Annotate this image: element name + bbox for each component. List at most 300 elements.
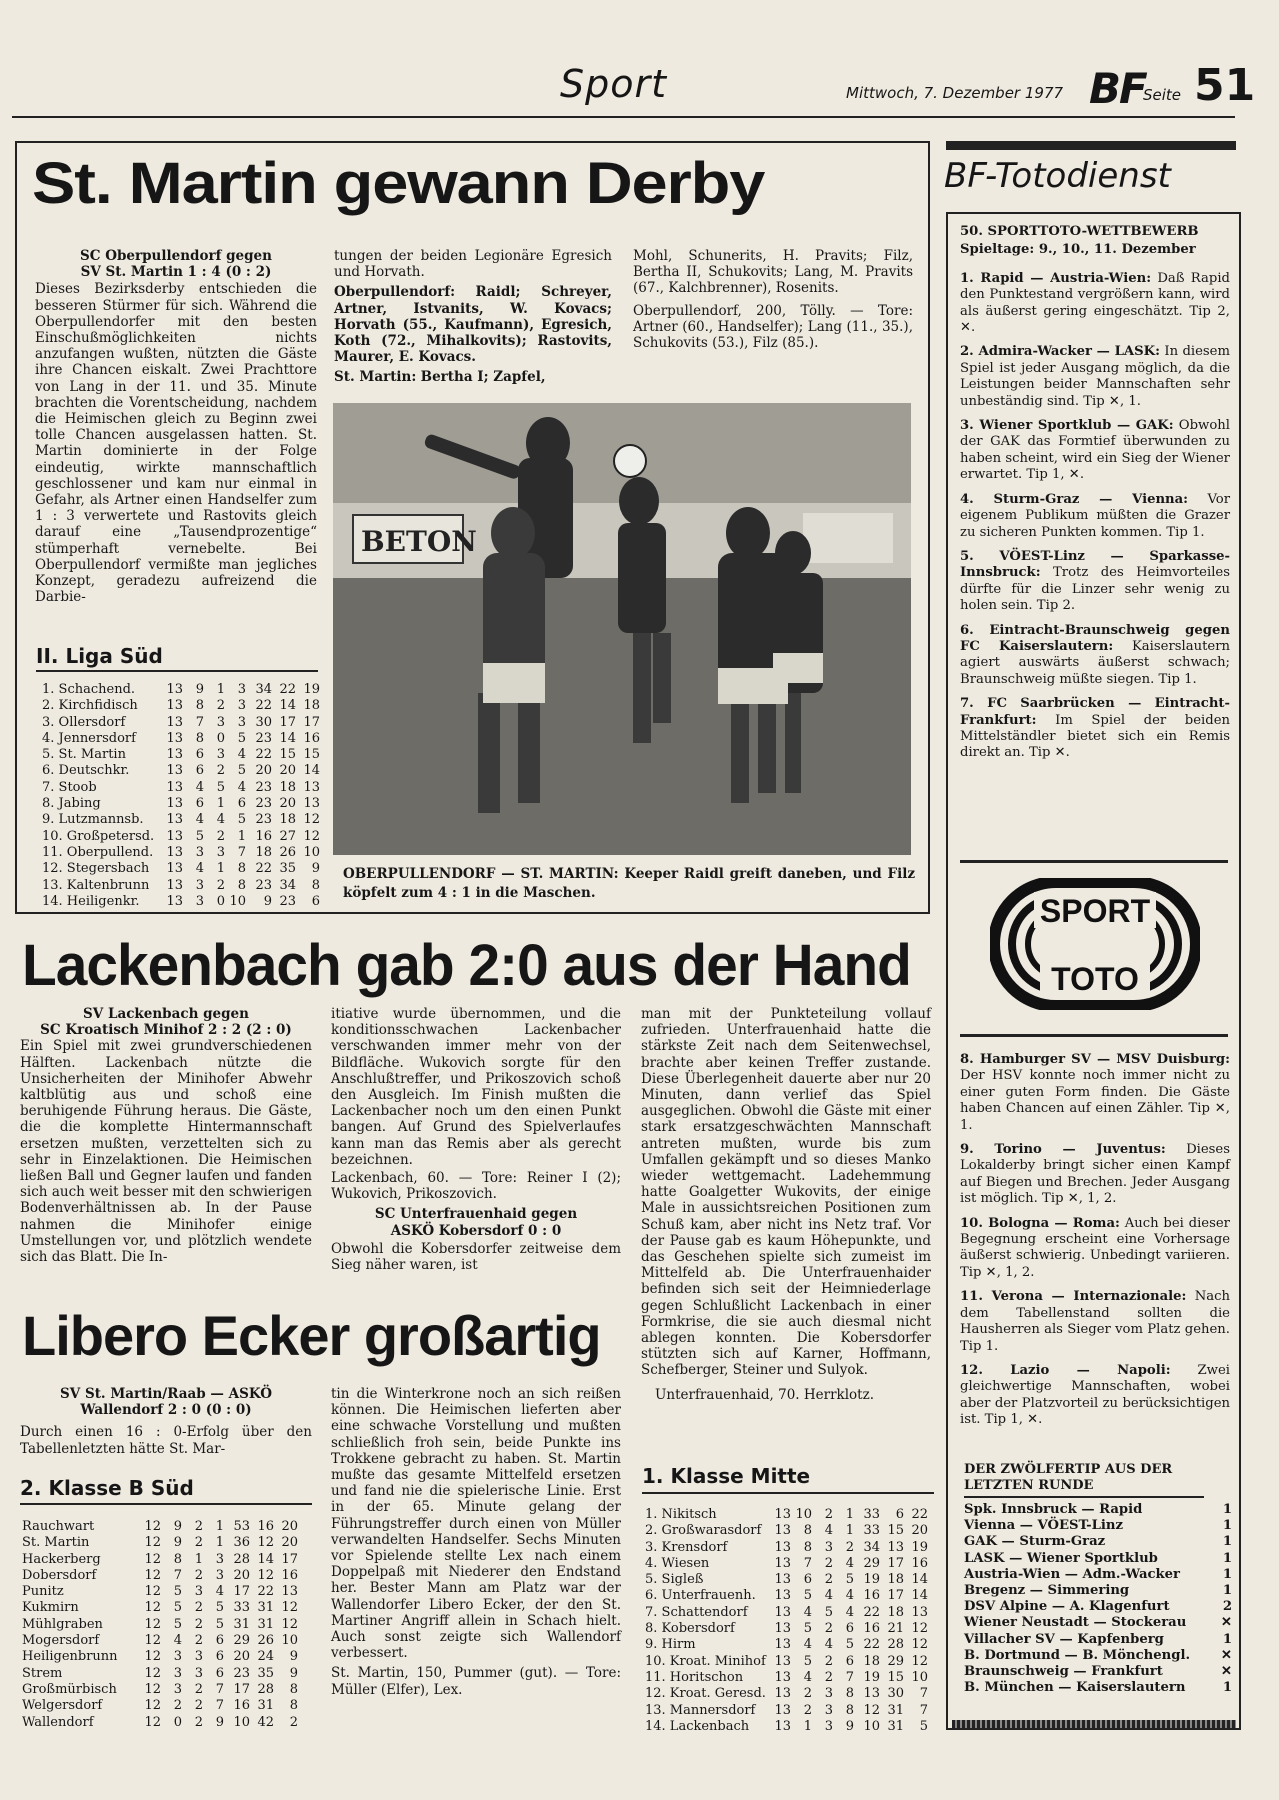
table-cell: 4 <box>215 1584 224 1600</box>
table-cell: 8 <box>237 861 246 877</box>
article-derby-col1 <box>35 248 317 605</box>
table-cell: 22 <box>863 1604 880 1620</box>
result-text: St. Martin, 150, Pummer (gut). — Tore: Müller (Elfer), Lex. <box>331 1665 621 1698</box>
table-cell: 7 <box>173 1567 182 1583</box>
table-cell: 5 <box>237 730 246 746</box>
table-cell: 15 <box>279 747 296 763</box>
zwoelfertip <box>964 1462 1232 1696</box>
toto-tip-text: Obwohl der GAK das Formtief überwunden zu haben scheint, wird ein Sieg der Wiener erwartet. Tip 1, ✕. <box>960 418 1230 483</box>
table-cell: 23 <box>255 877 272 893</box>
toto-tip <box>960 549 1230 615</box>
table-cell: 12 <box>911 1653 928 1669</box>
table-row <box>42 731 322 747</box>
table-cell: 20 <box>281 1535 298 1551</box>
toto-title: BF-Totodienst <box>944 156 1171 196</box>
table-cell: 6 <box>195 747 204 763</box>
table-cell: 18 <box>279 779 296 795</box>
table-cell: 5 <box>237 812 246 828</box>
table-cell: 27 <box>279 828 296 844</box>
page-number: 51 <box>1194 60 1256 111</box>
toto-tip-text: Der HSV konnte noch immer nicht zu einer guten Form finden. Die Gäste haben Chancen auf einen Zähler. Tip ✕, 1. <box>960 1068 1230 1133</box>
article-text: Obwohl die Kobersdorfer zeitweise dem Sieg näher waren, ist <box>331 1240 621 1274</box>
table-cell: 13 <box>303 796 320 812</box>
toto-heading: Spieltage: 9., 10., 11. Dezember <box>960 242 1196 258</box>
table-cell: 5 <box>803 1621 812 1637</box>
table-cell: 13 <box>774 1588 791 1604</box>
team-name: 11. Oberpullend. <box>42 844 154 860</box>
table-cell: 2 <box>194 1616 203 1632</box>
table-cell: 2 <box>194 1600 203 1616</box>
table-cell: 1 <box>216 861 225 877</box>
table-cell: 33 <box>863 1523 880 1539</box>
team-name: 4. Wiesen <box>645 1555 710 1571</box>
table-cell: 3 <box>824 1539 833 1555</box>
table-cell: 8 <box>173 1551 182 1567</box>
article-text: tungen der beiden Legionäre Egresich und Horvath. <box>334 248 612 281</box>
page-label: Seite <box>1143 86 1182 104</box>
table-row <box>645 1654 935 1670</box>
table-row <box>645 1507 935 1523</box>
table-row <box>42 763 322 779</box>
match-photo <box>333 403 911 855</box>
table-cell: 3 <box>215 1567 224 1583</box>
table-cell: 23 <box>255 779 272 795</box>
zwoelfertip-match: GAK — Sturm-Graz <box>964 1534 1106 1550</box>
table-cell: 5 <box>215 1600 224 1616</box>
toto-match: 10. Bologna — Roma: <box>960 1215 1120 1231</box>
table-cell: 18 <box>303 698 320 714</box>
table-cell: 20 <box>255 763 272 779</box>
table-row <box>42 861 322 877</box>
table-cell: 18 <box>255 844 272 860</box>
table-cell: 22 <box>255 861 272 877</box>
table-cell: 30 <box>887 1686 904 1702</box>
newspaper-logo: BF <box>1089 64 1146 113</box>
table-cell: 10 <box>863 1718 880 1734</box>
table-row <box>645 1523 935 1539</box>
table-cell: 2 <box>824 1572 833 1588</box>
table-cell: 5 <box>215 1616 224 1632</box>
zwoelfertip-match: Vienna — VÖEST-Linz <box>964 1518 1124 1534</box>
table-cell: 22 <box>863 1637 880 1653</box>
table-row <box>22 1552 318 1568</box>
match-line: ASKÖ Kobersdorf 0 : 0 <box>390 1222 562 1239</box>
lineup-text: Raidl; Schreyer, Artner, Istvanits, W. Kovacs; Horvath (55., Kaufmann), Egresich, Koth (72., Mihalkovits); Rastovits, Maurer, E. Kovacs. <box>334 284 612 366</box>
article-text: man mit der Punkteteilung vollauf zufrieden. Unterfrauenhaid hatte die stärkste Zeit nach dem Seitenwechsel, brachte aber keinen Treffer zustande. Diese Überlegenheit dauerte aber nur 20 Minuten, dann verlief das Spiel ausgeglichen. Obwohl die Gäste mit einer stark ersatzgeschwächten Mannschaft antreten mußten, wurde bis zum Umfallen gekämpft und so dieses Manko wieder wettgemacht. Ladehemmung hatte Goalgetter Wukovits, der einige Male in aussichtsreichen Positionen zum Schuß kam, aber nicht ins Netz traf. Vor der Pause gab es kaum Höhepunkte, und das Geschehen spielte sich zumeist im Mittelfeld ab. Die Unterfrauenhaider befinden sich seit der Heimniederlage gegen Schlußlicht Lackenbach in einer Formkrise, die sie auch diesmal nicht ablegen konnten. Die Kobersdorfer stützten sich auf Karner, Hoffmann, Schefberger, Steiner und Sulyok. <box>641 1006 931 1379</box>
table-cell: 2 <box>194 1698 203 1714</box>
team-name: 1. Schachend. <box>42 682 136 697</box>
team-name: Wallendorf <box>22 1714 94 1730</box>
toto-match: 1. Rapid — Austria-Wien: <box>960 270 1152 286</box>
table-cell: 31 <box>257 1616 274 1632</box>
table-cell: 29 <box>863 1555 880 1571</box>
table-cell: 4 <box>237 779 246 795</box>
table-cell: 12 <box>144 1681 161 1697</box>
result-text: Lackenbach, 60. — Tore: Reiner I (2); Wukovich, Prikoszovich. <box>331 1170 621 1203</box>
table-cell: 13 <box>774 1555 791 1571</box>
table-cell: 1 <box>237 828 246 844</box>
article-lackenbach-col3 <box>641 1006 931 1403</box>
article-ecker-col2 <box>331 1386 621 1698</box>
team-name: 8. Kobersdorf <box>645 1621 735 1637</box>
team-name: 6. Unterfrauenh. <box>645 1588 756 1604</box>
section-title: Sport <box>560 62 668 106</box>
team-name: St. Martin <box>22 1535 90 1551</box>
zwoelfertip-title: DER ZWÖLFERTIP AUS DER LETZTEN RUNDE <box>964 1462 1173 1493</box>
table-cell: 9 <box>263 893 272 909</box>
table-cell: 2 <box>824 1653 833 1669</box>
article-derby-col3 <box>633 248 913 351</box>
table-row <box>42 812 322 828</box>
table-cell: 13 <box>166 893 183 909</box>
table-cell: 8 <box>289 1698 298 1714</box>
toto-tip <box>960 1052 1230 1134</box>
table-cell: 3 <box>173 1665 182 1681</box>
table-cell: 5 <box>195 828 204 844</box>
zwoelfertip-row <box>964 1534 1232 1550</box>
table-row <box>42 698 322 714</box>
table-row <box>22 1649 318 1665</box>
match-line: SC Unterfrauenhaid gegen <box>374 1206 578 1223</box>
table-cell: 31 <box>257 1698 274 1714</box>
table-cell: 5 <box>173 1584 182 1600</box>
table-cell: 12 <box>144 1665 161 1681</box>
sport-toto-logo <box>990 878 1200 1010</box>
zwoelfertip-match: B. München — Kaiserslautern <box>964 1680 1186 1696</box>
table-cell: 30 <box>255 714 272 730</box>
table-cell: 12 <box>911 1637 928 1653</box>
toto-tip-text: Dieses Lokalderby bringt sicher einen Kampf auf Biegen und Brechen. Jeder Ausgang ist möglich. Tip ✕, 1, 2. <box>960 1142 1230 1207</box>
zwoelfertip-result: 1 <box>1222 1631 1232 1647</box>
table-cell: 4 <box>803 1604 812 1620</box>
table-cell: 8 <box>803 1539 812 1555</box>
lineup-text: Bertha I; Zapfel, <box>420 369 546 386</box>
table-cell: 9 <box>845 1718 854 1734</box>
zwoelfertip-match: DSV Alpine — A. Klagenfurt <box>964 1599 1170 1615</box>
table-cell: 3 <box>824 1718 833 1734</box>
table-row <box>22 1682 318 1698</box>
table-cell: 19 <box>303 682 320 697</box>
table-cell: 1 <box>216 682 225 697</box>
table-cell: 28 <box>233 1551 250 1567</box>
match-line: SV St. Martin 1 : 4 (0 : 2) <box>80 264 272 281</box>
table-cell: 5 <box>173 1616 182 1632</box>
table-cell: 13 <box>166 844 183 860</box>
table-cell: 3 <box>237 698 246 714</box>
table-cell: 13 <box>774 1604 791 1620</box>
team-name: Heiligenbrunn <box>22 1649 118 1665</box>
table-cell: 12 <box>257 1535 274 1551</box>
zwoelfertip-result: 1 <box>1222 1566 1232 1582</box>
table-cell: 1 <box>803 1718 812 1734</box>
table-cell: 7 <box>215 1698 224 1714</box>
team-name: 7. Schattendorf <box>645 1604 748 1620</box>
table-cell: 12 <box>303 812 320 828</box>
table-cell: 12 <box>144 1633 161 1649</box>
table-cell: 22 <box>279 682 296 697</box>
team-name: 14. Heiligenkr. <box>42 893 140 909</box>
table-cell: 3 <box>237 714 246 730</box>
table-cell: 2 <box>289 1714 298 1730</box>
table-cell: 13 <box>774 1653 791 1669</box>
table-cell: 16 <box>863 1588 880 1604</box>
table-cell: 6 <box>845 1653 854 1669</box>
table-cell: 10 <box>233 1714 250 1730</box>
issue-date: Mittwoch, 7. Dezember 1977 <box>846 84 1064 102</box>
table-cell: 53 <box>233 1519 250 1534</box>
table-cell: 17 <box>279 714 296 730</box>
table-cell: 22 <box>255 747 272 763</box>
table-cell: 1 <box>194 1551 203 1567</box>
table-cell: 13 <box>166 877 183 893</box>
table-row <box>645 1556 935 1572</box>
table-cell: 4 <box>824 1523 833 1539</box>
table-cell: 16 <box>233 1698 250 1714</box>
table-cell: 19 <box>863 1572 880 1588</box>
team-name: Hackerberg <box>22 1551 101 1567</box>
team-name: Welgersdorf <box>22 1698 103 1714</box>
table-row <box>42 878 322 894</box>
table-cell: 13 <box>166 682 183 697</box>
toto-match: 12. Lazio — Napoli: <box>960 1362 1171 1378</box>
table-cell: 12 <box>144 1584 161 1600</box>
table-cell: 2 <box>216 763 225 779</box>
table-cell: 14 <box>911 1588 928 1604</box>
table-cell: 26 <box>279 844 296 860</box>
table-row <box>22 1600 318 1616</box>
toto-tip <box>960 1363 1230 1429</box>
table-cell: 3 <box>194 1584 203 1600</box>
zwoelfertip-result: ✕ <box>1220 1615 1232 1631</box>
table-cell: 2 <box>803 1686 812 1702</box>
zwoelfertip-match: Spk. Innsbruck — Rapid <box>964 1502 1143 1517</box>
table-cell: 13 <box>911 1604 928 1620</box>
table-cell: 13 <box>774 1572 791 1588</box>
table-rule <box>20 1503 312 1505</box>
table-cell: 3 <box>173 1649 182 1665</box>
team-label: Oberpullendorf: <box>334 284 456 301</box>
table-cell: 13 <box>166 796 183 812</box>
team-name: Dobersdorf <box>22 1567 97 1583</box>
table-cell: 18 <box>279 812 296 828</box>
toto-tip <box>960 344 1230 410</box>
table-cell: 28 <box>257 1681 274 1697</box>
toto-tip <box>960 418 1230 484</box>
table-cell: 13 <box>774 1621 791 1637</box>
table-cell: 5 <box>173 1600 182 1616</box>
table-cell: 2 <box>194 1633 203 1649</box>
toto-tip-text: Trotz des Heimvorteiles dürfte für die Linzer sehr wenig zu holen sein. Tip 2. <box>960 565 1230 614</box>
table-cell: 8 <box>195 730 204 746</box>
zwoelfertip-match: B. Dortmund — B. Mönchengl. <box>964 1647 1191 1663</box>
table-cell: 7 <box>195 714 204 730</box>
zwoelfertip-list <box>964 1502 1232 1696</box>
table-cell: 4 <box>237 747 246 763</box>
logo-text: SPORT <box>1039 893 1151 929</box>
toto-tips-lower <box>960 1052 1230 1437</box>
table-cell: 23 <box>233 1665 250 1681</box>
table-cell: 16 <box>255 828 272 844</box>
table-cell: 4 <box>195 779 204 795</box>
table-cell: 9 <box>215 1714 224 1730</box>
team-name: 10. Kroat. Minihof <box>645 1653 766 1669</box>
team-name: Strem <box>22 1665 63 1681</box>
table-cell: 22 <box>255 698 272 714</box>
table-cell: 8 <box>237 877 246 893</box>
table-cell: 20 <box>911 1523 928 1539</box>
table-cell: 9 <box>289 1649 298 1665</box>
table-cell: 42 <box>257 1714 274 1730</box>
table-cell: 17 <box>303 714 320 730</box>
zwoelfertip-row <box>964 1502 1232 1518</box>
table-cell: 21 <box>887 1621 904 1637</box>
table-cell: 3 <box>195 877 204 893</box>
table-cell: 4 <box>824 1588 833 1604</box>
table-cell: 34 <box>255 682 272 697</box>
result-text: Unterfrauenhaid, 70. Herrklotz. <box>655 1386 874 1403</box>
team-name: 9. Hirm <box>645 1637 696 1653</box>
toto-tip <box>960 1289 1230 1355</box>
table-cell: 5 <box>845 1637 854 1653</box>
table-row <box>42 894 322 910</box>
table-row <box>22 1698 318 1714</box>
table-title: II. Liga Süd <box>36 644 163 668</box>
banner-text: BETON <box>361 525 477 558</box>
table-cell: 5 <box>237 763 246 779</box>
team-name: 9. Lutzmannsb. <box>42 812 144 828</box>
photo-caption: OBERPULLENDORF — ST. MARTIN: Keeper Raidl greift daneben, und Filz köpfelt zum 4 : 1 in die Maschen. <box>343 866 915 901</box>
article-text: Ein Spiel mit zwei grundverschiedenen Hälften. Lackenbach nützte die Unsicherheiten der Minihofer Abwehr kaltblütig aus und schoß eine beruhigende Führung heraus. Die Gäste, die die komplette Hintermannschaft ersetzen mußten, verzettelten sich zu sehr in Einzelaktionen. Die Heimischen ließen Ball und Gegner laufen und fanden sich auch weit besser mit den schwierigen Bodenverhältnissen ab. In der Pause nahmen die Minihofer einige Umstellungen vor, und plötzlich wendete sich das Blatt. Die In- <box>20 1038 312 1266</box>
table-cell: 12 <box>281 1600 298 1616</box>
table-cell: 3 <box>194 1649 203 1665</box>
zwoelfertip-result: 1 <box>1222 1502 1232 1517</box>
zwoelfertip-match: Bregenz — Simmering <box>964 1583 1130 1599</box>
table-cell: 12 <box>257 1567 274 1583</box>
headline-derby: St. Martin gewann Derby <box>32 151 765 216</box>
table-cell: 4 <box>195 812 204 828</box>
table-row <box>645 1588 935 1604</box>
table-cell: 2 <box>194 1567 203 1583</box>
table-cell: 1 <box>215 1535 224 1551</box>
table-cell: 7 <box>919 1702 928 1718</box>
team-name: 8. Jabing <box>42 796 101 812</box>
table-cell: 13 <box>166 698 183 714</box>
table-cell: 13 <box>166 828 183 844</box>
table-cell: 10 <box>281 1633 298 1649</box>
team-name: 3. Ollersdorf <box>42 714 126 730</box>
table-row <box>645 1703 935 1719</box>
table-cell: 2 <box>845 1539 854 1555</box>
table-cell: 14 <box>911 1572 928 1588</box>
table-cell: 3 <box>216 747 225 763</box>
table-cell: 15 <box>887 1669 904 1685</box>
table-cell: 31 <box>257 1600 274 1616</box>
table-cell: 4 <box>824 1637 833 1653</box>
table-cell: 19 <box>863 1669 880 1685</box>
table-cell: 3 <box>173 1681 182 1697</box>
table-row <box>42 829 322 845</box>
table-cell: 3 <box>195 844 204 860</box>
table-cell: 7 <box>237 844 246 860</box>
zwoelfertip-match: Braunschweig — Frankfurt <box>964 1664 1163 1680</box>
table-cell: 18 <box>887 1572 904 1588</box>
zwoelfertip-row <box>964 1680 1232 1696</box>
table-row <box>42 780 322 796</box>
league-table <box>22 1519 318 1731</box>
table-cell: 10 <box>303 844 320 860</box>
table-cell: 13 <box>887 1539 904 1555</box>
table-cell: 14 <box>279 698 296 714</box>
team-name: 2. Kirchfidisch <box>42 698 138 714</box>
team-name: 13. Mannersdorf <box>645 1702 756 1718</box>
team-name: 11. Horitschon <box>645 1669 744 1685</box>
table-cell: 1 <box>845 1507 854 1522</box>
team-name: 2. Großwarasdorf <box>645 1523 762 1539</box>
headline-ecker: Libero Ecker großartig <box>22 1304 601 1367</box>
table-title: 1. Klasse Mitte <box>642 1464 811 1488</box>
table-cell: 0 <box>173 1714 182 1730</box>
table-row <box>22 1633 318 1649</box>
zwoelfertip-row <box>964 1583 1232 1599</box>
team-name: 13. Kaltenbrunn <box>42 877 150 893</box>
table-cell: 31 <box>887 1718 904 1734</box>
table-cell: 5 <box>919 1718 928 1734</box>
table-cell: 17 <box>233 1584 250 1600</box>
article-text: itiative wurde übernommen, und die konditionsschwachen Lackenbacher verschwanden immer mehr von der Bildfläche. Wukovich sorgte für den Anschlußtreffer, und Prikoszovich schoß den Ausgleich. Im Finish mußten die Lackenbacher noch um den einen Punkt bangen. Auf Grund des Spielverlaufes kann man das Remis aber als gerecht bezeichnen. <box>331 1006 621 1168</box>
table-cell: 13 <box>774 1523 791 1539</box>
table-cell: 23 <box>279 893 296 909</box>
toto-tip-text: Auch bei dieser Begegnung erscheint eine Vorhersage äußerst schwierig. Unbedingt variieren. Tip ✕, 1, 2. <box>960 1215 1230 1280</box>
toto-match: 7. FC Saarbrücken — Eintracht-Frankfurt: <box>960 696 1230 728</box>
zwoelfertip-row <box>964 1632 1232 1648</box>
table-row <box>22 1519 318 1535</box>
table-cell: 8 <box>845 1686 854 1702</box>
table-cell: 7 <box>919 1686 928 1702</box>
table-cell: 7 <box>215 1681 224 1697</box>
table-cell: 3 <box>216 844 225 860</box>
table-cell: 23 <box>255 730 272 746</box>
zwoelfertip-row <box>964 1664 1232 1680</box>
table-cell: 9 <box>195 682 204 697</box>
table-row <box>22 1666 318 1682</box>
zwoelfertip-result: 1 <box>1222 1518 1232 1534</box>
table-row <box>645 1670 935 1686</box>
table-cell: 34 <box>279 877 296 893</box>
team-name: Mogersdorf <box>22 1633 100 1649</box>
table-cell: 2 <box>803 1702 812 1718</box>
zwoelfertip-rule <box>964 1496 1204 1498</box>
table-cell: 2 <box>194 1681 203 1697</box>
table-cell: 13 <box>166 730 183 746</box>
table-cell: 2 <box>216 698 225 714</box>
table-cell: 8 <box>289 1681 298 1697</box>
headline-lackenbach: Lackenbach gab 2:0 aus der Hand <box>22 933 911 998</box>
toto-tip <box>960 1142 1230 1208</box>
table-cell: 29 <box>233 1633 250 1649</box>
table-cell: 24 <box>257 1649 274 1665</box>
table-cell: 2 <box>824 1507 833 1522</box>
table-cell: 29 <box>887 1653 904 1669</box>
table-cell: 12 <box>144 1698 161 1714</box>
table-rule <box>642 1492 934 1494</box>
team-name: Großmürbisch <box>22 1681 117 1697</box>
table-cell: 9 <box>173 1519 182 1534</box>
article-text: tin die Winterkrone noch an sich reißen können. Die Heimischen lieferten aber eine schwache Vorstellung und mußten schließlich froh sein, beide Punkte ins Trokkene gebracht zu haben. St. Martin mußte das gesamte Mittelfeld ersetzen und fand nie die spielerische Linie. Erst in der 65. Minute gelang der Führungstreffer durch einen von Müller verwandelten Handselfer. Sechs Minuten vor Spielende stellte Lex nach einem Doppelpaß mit Niederer den Endstand her. Bester Mann am Platz war der Wallendorfer Libero Ecker, der den St. Martiner Angriff allein in Schach hielt. Auch sonst zeigte sich Wallendorf verbessert. <box>331 1386 621 1662</box>
table-cell: 13 <box>303 779 320 795</box>
zwoelfertip-row <box>964 1599 1232 1615</box>
table-cell: 20 <box>233 1567 250 1583</box>
table-cell: 3 <box>237 682 246 697</box>
